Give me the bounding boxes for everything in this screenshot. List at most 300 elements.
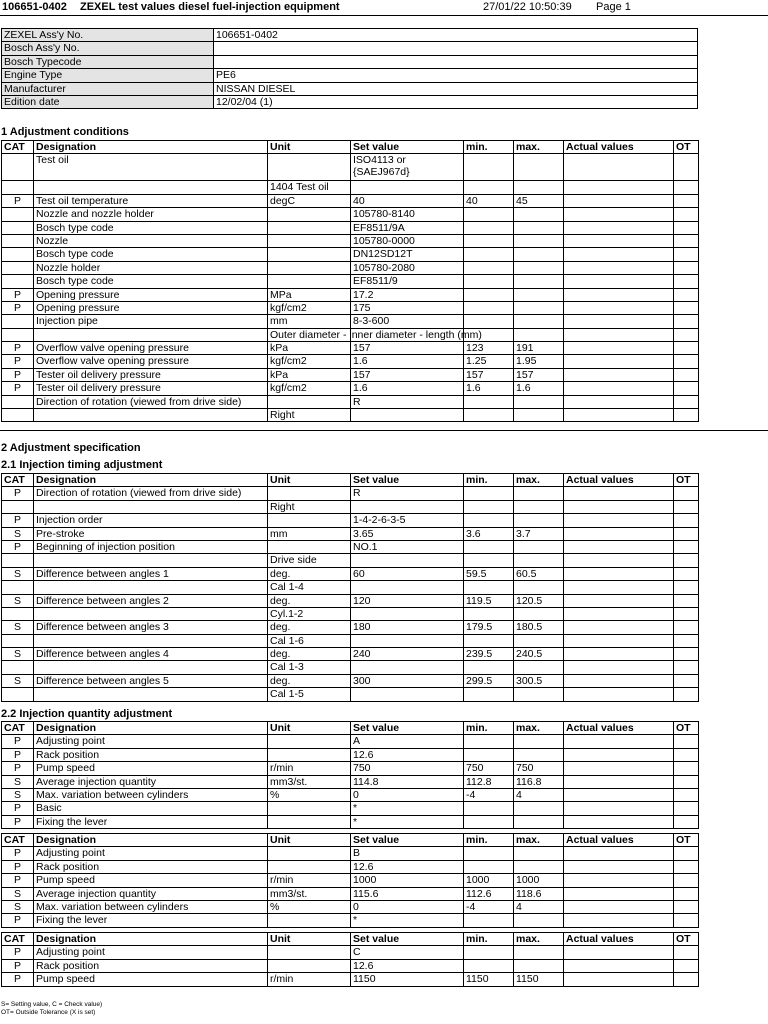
cell-actual-values [564,342,674,355]
cell-ot [674,973,699,986]
cell-max [514,847,564,860]
column-header-unit: Unit [268,933,351,946]
cell-actual-values [564,973,674,986]
cell-cat [2,554,34,567]
cell-max [514,500,564,513]
cell-ot [674,288,699,301]
cell-ot [674,208,699,221]
cell-ot [674,674,699,687]
cell-designation: Bosch type code [34,248,268,261]
cell-ot [674,688,699,701]
cell-cat: P [2,355,34,368]
cell-unit [268,946,351,959]
cell-actual-values [564,181,674,194]
cell-min [464,815,514,828]
cell-designation: Pump speed [34,973,268,986]
cell-unit: deg. [268,567,351,580]
cell-cat [2,248,34,261]
cell-set-value: 1000 [351,874,464,887]
cell-max: 4 [514,900,564,913]
table-row [2,500,699,513]
column-header-unit: Unit [268,474,351,487]
cell-set-value: ISO4113 or {SAEJ967d} [351,154,464,181]
column-header-cat: CAT [2,933,34,946]
cell-cat: P [2,802,34,815]
cell-unit [268,514,351,527]
cell-actual-values [564,288,674,301]
cell-max: 3.7 [514,527,564,540]
injection-timing-table [1,473,699,702]
cell-unit: Right [268,409,351,422]
cell-ot [674,248,699,261]
cell-min [464,301,514,314]
cell-actual-values [564,315,674,328]
general-info-value: 106651-0402 [214,29,698,42]
cell-cat: P [2,368,34,381]
general-info-label: Bosch Typecode [2,55,214,68]
cell-min [464,315,514,328]
table-row [2,154,699,181]
cell-ot [674,234,699,247]
cell-max: 118.6 [514,887,564,900]
cell-min: 40 [464,194,514,207]
cell-actual-values [564,874,674,887]
column-header-actual-values: Actual values [564,722,674,735]
cell-actual-values [564,621,674,634]
cell-actual-values [564,581,674,594]
cell-unit: Outer diameter - inner diameter - length (mm) [268,328,351,341]
cell-min [464,275,514,288]
cell-set-value: 17.2 [351,288,464,301]
table-row [2,540,699,553]
cell-min [464,688,514,701]
cell-min [464,487,514,500]
cell-set-value [351,581,464,594]
cell-actual-values [564,946,674,959]
general-info-row [2,95,698,108]
cell-min: -4 [464,900,514,913]
cell-max [514,328,564,341]
table-row [2,567,699,580]
column-header-actual-values: Actual values [564,474,674,487]
cell-actual-values [564,208,674,221]
general-info-row [2,69,698,82]
cell-cat: S [2,527,34,540]
cell-designation: Difference between angles 4 [34,648,268,661]
cell-actual-values [564,261,674,274]
cell-designation: Difference between angles 1 [34,567,268,580]
cell-max: 180.5 [514,621,564,634]
column-header-actual-values: Actual values [564,834,674,847]
print-datetime: 27/01/22 10:50:39 [483,1,572,13]
cell-actual-values [564,661,674,674]
table-row [2,748,699,761]
general-info-value [214,42,698,55]
cell-ot [674,194,699,207]
cell-designation: Pre-stroke [34,527,268,540]
cell-ot [674,514,699,527]
cell-cat: S [2,775,34,788]
cell-cat [2,261,34,274]
cell-max: 1000 [514,874,564,887]
table-row [2,355,699,368]
cell-min [464,959,514,972]
cell-min: 157 [464,368,514,381]
cell-set-value [351,181,464,194]
cell-min: 1150 [464,973,514,986]
cell-ot [674,802,699,815]
cell-cat: P [2,847,34,860]
cell-cat [2,221,34,234]
column-header-set-value: Set value [351,933,464,946]
cell-unit: degC [268,194,351,207]
cell-cat [2,181,34,194]
table-row [2,594,699,607]
cell-cat [2,661,34,674]
cell-actual-values [564,355,674,368]
table-header-row [2,933,699,946]
column-header-designation: Designation [34,722,268,735]
column-header-set-value: Set value [351,722,464,735]
table-row [2,181,699,194]
cell-max: 45 [514,194,564,207]
cell-ot [674,487,699,500]
cell-max [514,959,564,972]
general-info-value: 12/02/04 (1) [214,95,698,108]
cell-actual-values [564,959,674,972]
cell-set-value: 120 [351,594,464,607]
cell-cat [2,688,34,701]
section-rule [0,430,768,431]
cell-ot [674,594,699,607]
cell-cat [2,409,34,422]
cell-cat: P [2,288,34,301]
cell-max: 4 [514,788,564,801]
cell-unit: Cal 1-3 [268,661,351,674]
cell-min [464,248,514,261]
table-row [2,315,699,328]
cell-set-value: EF8511/9A [351,221,464,234]
cell-min: 179.5 [464,621,514,634]
cell-unit: mm [268,527,351,540]
cell-unit [268,208,351,221]
cell-max [514,208,564,221]
cell-min [464,500,514,513]
cell-actual-values [564,887,674,900]
cell-min [464,409,514,422]
cell-actual-values [564,540,674,553]
cell-designation: Overflow valve opening pressure [34,355,268,368]
cell-unit: deg. [268,594,351,607]
cell-unit: 1404 Test oil [268,181,351,194]
cell-ot [674,328,699,341]
cell-designation [34,181,268,194]
cell-max: 116.8 [514,775,564,788]
cell-unit: r/min [268,973,351,986]
cell-ot [674,315,699,328]
cell-unit [268,802,351,815]
cell-designation [34,500,268,513]
cell-set-value: * [351,815,464,828]
cell-set-value: 12.6 [351,748,464,761]
cell-set-value: 0 [351,788,464,801]
cell-unit [268,154,351,181]
table-row [2,775,699,788]
cell-min [464,847,514,860]
cell-cat [2,208,34,221]
cell-designation: Fixing the lever [34,815,268,828]
cell-unit [268,261,351,274]
cell-designation: Pump speed [34,762,268,775]
cell-cat: P [2,860,34,873]
cell-min [464,860,514,873]
general-info-row [2,55,698,68]
cell-min [464,154,514,181]
cell-min: 1000 [464,874,514,887]
cell-unit: Drive side [268,554,351,567]
cell-ot [674,181,699,194]
cell-cat: S [2,900,34,913]
cell-ot [674,395,699,408]
cell-min [464,288,514,301]
cell-set-value [351,409,464,422]
table-row [2,368,699,381]
cell-actual-values [564,487,674,500]
cell-designation: Adjusting point [34,847,268,860]
cell-designation: Average injection quantity [34,887,268,900]
cell-actual-values [564,815,674,828]
cell-ot [674,301,699,314]
column-header-unit: Unit [268,141,351,154]
table-row [2,621,699,634]
cell-ot [674,382,699,395]
cell-min: 3.6 [464,527,514,540]
cell-actual-values [564,194,674,207]
table-row [2,887,699,900]
cell-set-value: B [351,847,464,860]
cell-max [514,514,564,527]
footer-line-1: S= Setting value, C = Check value) [1,1001,103,1008]
cell-max [514,248,564,261]
cell-ot [674,847,699,860]
cell-ot [674,154,699,181]
cell-min [464,181,514,194]
general-info-value [214,55,698,68]
cell-ot [674,567,699,580]
table-row [2,874,699,887]
page-number: Page 1 [596,1,631,13]
cell-max [514,315,564,328]
cell-unit [268,860,351,873]
cell-cat: P [2,301,34,314]
cell-unit: Cal 1-4 [268,581,351,594]
cell-min [464,261,514,274]
cell-ot [674,788,699,801]
cell-max [514,409,564,422]
cell-cat [2,607,34,620]
cell-unit: Cal 1-5 [268,688,351,701]
cell-max [514,735,564,748]
general-info-label: Manufacturer [2,82,214,95]
cell-designation: Nozzle holder [34,261,268,274]
column-header-ot: OT [674,834,699,847]
cell-unit: deg. [268,648,351,661]
general-info-value: NISSAN DIESEL [214,82,698,95]
cell-max [514,661,564,674]
cell-actual-values [564,900,674,913]
cell-designation [34,554,268,567]
cell-designation: Injection pipe [34,315,268,328]
cell-set-value: EF8511/9 [351,275,464,288]
cell-cat: S [2,648,34,661]
injection-quantity-table-c [1,932,699,987]
cell-designation: Basic [34,802,268,815]
cell-ot [674,634,699,647]
table-row [2,815,699,828]
cell-min: 750 [464,762,514,775]
general-info-table [1,28,698,109]
cell-ot [674,527,699,540]
cell-actual-values [564,788,674,801]
cell-designation: Direction of rotation (viewed from drive side) [34,395,268,408]
cell-max [514,181,564,194]
cell-unit: kgf/cm2 [268,301,351,314]
column-header-cat: CAT [2,722,34,735]
cell-min: 1.25 [464,355,514,368]
cell-cat: S [2,621,34,634]
cell-cat: P [2,914,34,927]
table-row [2,860,699,873]
cell-ot [674,607,699,620]
cell-designation: Max. variation between cylinders [34,900,268,913]
column-header-max: max. [514,834,564,847]
cell-ot [674,554,699,567]
cell-designation: Test oil [34,154,268,181]
cell-designation [34,328,268,341]
cell-set-value: NO.1 [351,540,464,553]
column-header-unit: Unit [268,722,351,735]
cell-set-value: * [351,914,464,927]
cell-max [514,815,564,828]
cell-set-value: 40 [351,194,464,207]
cell-designation: Tester oil delivery pressure [34,382,268,395]
cell-ot [674,959,699,972]
column-header-max: max. [514,474,564,487]
cell-unit: mm [268,315,351,328]
cell-actual-values [564,914,674,927]
cell-unit [268,234,351,247]
cell-min [464,514,514,527]
table-row [2,261,699,274]
cell-max [514,540,564,553]
cell-unit [268,748,351,761]
cell-designation: Beginning of injection position [34,540,268,553]
cell-set-value: 240 [351,648,464,661]
table-row [2,409,699,422]
section-adjustment-conditions: 1 Adjustment conditions [1,126,129,138]
cell-designation: Difference between angles 2 [34,594,268,607]
cell-actual-values [564,735,674,748]
general-info-label: Engine Type [2,69,214,82]
cell-actual-values [564,607,674,620]
cell-min [464,554,514,567]
column-header-min: min. [464,722,514,735]
cell-min [464,581,514,594]
cell-actual-values [564,368,674,381]
table-row [2,288,699,301]
table-row [2,554,699,567]
column-header-cat: CAT [2,834,34,847]
cell-min: 112.8 [464,775,514,788]
cell-max: 1150 [514,973,564,986]
cell-cat: P [2,735,34,748]
table-row [2,802,699,815]
column-header-ot: OT [674,722,699,735]
cell-unit: % [268,900,351,913]
section-adjustment-specification: 2 Adjustment specification [1,442,141,454]
cell-cat [2,315,34,328]
cell-designation: Nozzle and nozzle holder [34,208,268,221]
cell-max: 191 [514,342,564,355]
table-row [2,661,699,674]
cell-min: 123 [464,342,514,355]
cell-designation [34,409,268,422]
column-header-min: min. [464,141,514,154]
cell-min [464,946,514,959]
cell-min [464,221,514,234]
table-header-row [2,834,699,847]
column-header-actual-values: Actual values [564,141,674,154]
cell-min [464,607,514,620]
cell-actual-values [564,154,674,181]
cell-unit: Cyl.1-2 [268,607,351,620]
cell-min: 299.5 [464,674,514,687]
cell-set-value [351,500,464,513]
cell-set-value [351,688,464,701]
cell-cat: P [2,815,34,828]
cell-ot [674,581,699,594]
cell-cat: P [2,382,34,395]
general-info-value: PE6 [214,69,698,82]
cell-actual-values [564,648,674,661]
column-header-ot: OT [674,474,699,487]
cell-set-value: 12.6 [351,959,464,972]
cell-actual-values [564,328,674,341]
cell-actual-values [564,382,674,395]
cell-max [514,487,564,500]
cell-set-value: 105780-2080 [351,261,464,274]
cell-unit [268,275,351,288]
cell-set-value [351,661,464,674]
cell-max [514,607,564,620]
cell-actual-values [564,221,674,234]
cell-min [464,634,514,647]
cell-cat: S [2,788,34,801]
cell-actual-values [564,762,674,775]
cell-cat: S [2,594,34,607]
cell-actual-values [564,634,674,647]
cell-ot [674,748,699,761]
cell-min [464,234,514,247]
table-row [2,581,699,594]
cell-ot [674,368,699,381]
cell-designation: Bosch type code [34,275,268,288]
cell-ot [674,409,699,422]
cell-designation: Rack position [34,860,268,873]
table-row [2,607,699,620]
cell-max [514,634,564,647]
general-info-label: ZEXEL Ass'y No. [2,29,214,42]
